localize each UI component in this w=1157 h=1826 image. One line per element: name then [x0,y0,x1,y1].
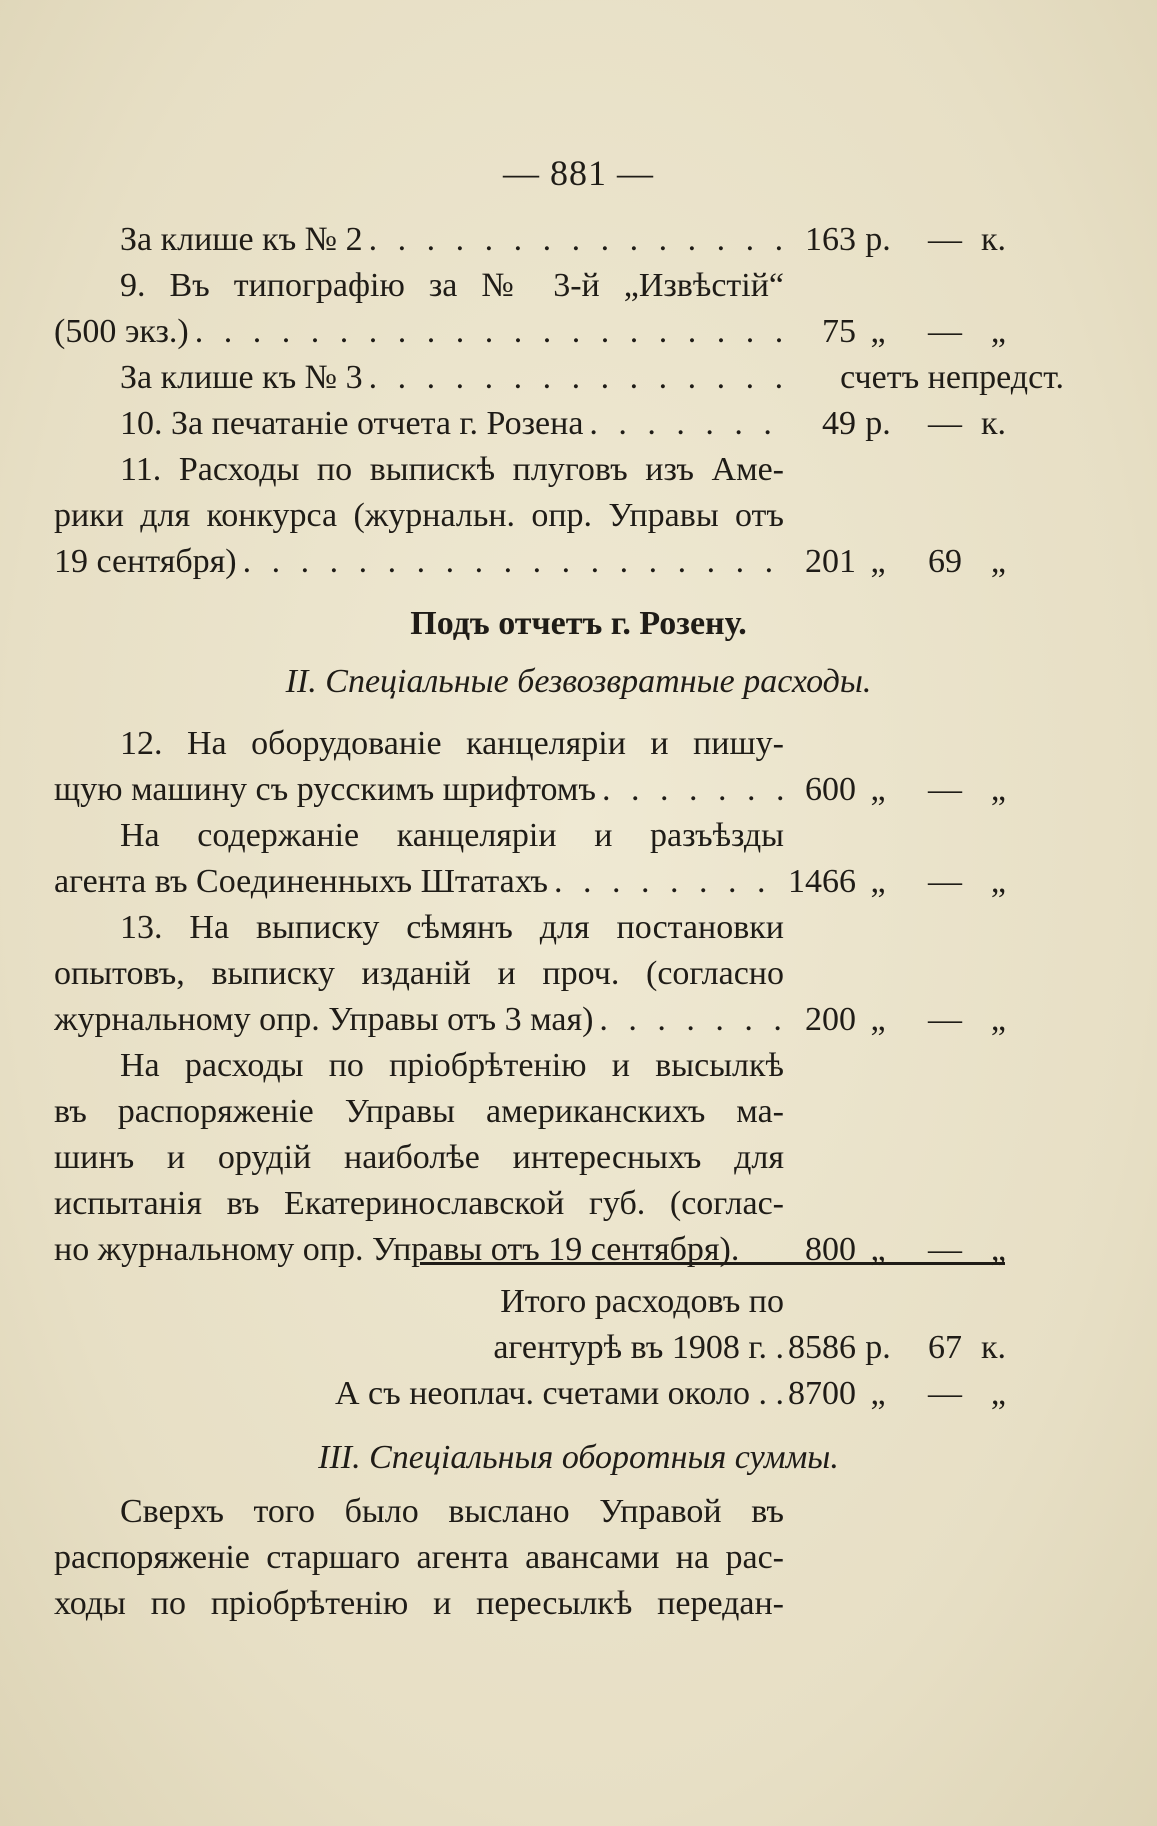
amount-column [784,1228,1006,1272]
text-line [54,860,1006,904]
line-text [54,1044,784,1088]
amount-rubles: 201 [805,543,856,580]
text-line [54,1182,1006,1226]
amount-rubles: 163 [805,221,856,258]
line-text-content: 9. Въ типографію за № 3-й „Извѣстій“ [120,267,784,304]
amount-kopecks: — [928,1231,962,1268]
amount-unit: „ [870,1375,886,1412]
amount-column [784,1536,1006,1580]
amount-kopecks: 67 [928,1329,962,1366]
text-line [54,814,1006,858]
text-line [54,540,1006,584]
amount-kopeck-unit: „ [990,771,1006,808]
line-text [54,1490,784,1534]
line-text [54,494,784,538]
amount-column [784,952,1006,996]
amount-rubles: 1466 [788,863,856,900]
line-text [54,1582,784,1626]
line-text [54,998,784,1042]
line-text-content: На расходы по пріобрѣтенію и высылкѣ [120,1047,784,1084]
amount-kopecks: — [928,771,962,808]
text-line [54,310,1006,354]
amount-kopeck-unit: „ [990,543,1006,580]
text-line [54,1536,1006,1580]
text-line [54,722,1006,766]
line-text-content: 13. На выписку сѣмянъ для постановки [120,909,784,946]
amount-column [784,1326,1006,1370]
amount-unit: „ [870,1001,886,1038]
amount-column [784,722,1006,766]
report-heading: Подъ отчетъ г. Розену. [410,605,747,642]
line-text [54,1182,784,1226]
line-text [54,310,784,354]
line-text-content: испытанія въ Екатеринославской губ. (соглас- [54,1185,784,1222]
line-text-content: А съ неоплач. счетами около . . [335,1375,784,1412]
amount-kopecks: — [928,863,962,900]
line-text [54,1536,784,1580]
amount-rubles: 8700 [788,1375,856,1412]
amount-kopecks: — [928,221,962,258]
amount-note: счетъ непредст. [840,359,1064,396]
amount-kopecks: — [928,405,962,442]
line-text-content: 19 сентября) [54,543,237,580]
line-text-content: Сверхъ того было выслано Управой въ [120,1493,784,1530]
line-text [54,356,804,400]
amount-column [784,1372,1006,1416]
text-line [54,1090,1006,1134]
amount-kopeck-unit: „ [990,1001,1006,1038]
amount-column [784,860,1006,904]
amount-column [784,1490,1006,1534]
dot-leader [363,356,804,400]
amount-kopeck-unit: к. [980,1329,1006,1366]
line-text-content: шинъ и орудій наиболѣе интересныхъ для [54,1139,784,1176]
amount-column [784,768,1006,812]
line-text-content: 11. Расходы по выпискѣ плуговъ изъ Аме- [120,451,784,488]
line-text [54,448,784,492]
amount-column [784,494,1006,538]
dot-leader [596,768,784,812]
line-text-content: журнальному опр. Управы отъ 3 мая) [54,1001,594,1038]
amount-column [784,448,1006,492]
text-line [54,402,1006,446]
section-heading-2: II. Спеціальные безвозвратные расходы. [285,663,872,700]
amount-column [784,540,1006,584]
amount-kopeck-unit: к. [980,221,1006,258]
dot-leader [583,402,784,446]
amount-unit: р. [865,221,891,258]
line-text [54,1372,784,1416]
amount-column [784,1090,1006,1134]
line-text-content: За клише къ № 2 [120,221,363,258]
text-line [54,1228,1006,1272]
line-text-content: опытовъ, выписку изданій и проч. (согласно [54,955,784,992]
line-text-content: (500 экз.) [54,313,189,350]
text-line [54,952,1006,996]
text-line [54,1044,1006,1088]
line-text-content: ходы по пріобрѣтенію и пересылкѣ передан- [54,1585,784,1622]
amount-column [784,1136,1006,1180]
line-text-content: щую машину съ русскимъ шрифтомъ [54,771,597,808]
amount-unit: „ [870,863,886,900]
amount-unit: „ [870,543,886,580]
text-line [54,356,1064,400]
amount-rubles: 8586 [788,1329,856,1366]
line-text-content: рики для конкурса (журнальн. опр. Управы отъ [54,497,784,534]
amount-column [784,1182,1006,1226]
text-line [54,494,1006,538]
line-text [54,722,784,766]
amount-kopeck-unit: к. [980,405,1006,442]
amount-unit: „ [870,1231,886,1268]
amount-column [784,1582,1006,1626]
amount-unit: р. [865,1329,891,1366]
amount-rubles: 200 [805,1001,856,1038]
line-text-content: 10. За печатаніе отчета г. Розена [120,405,584,442]
text-line [54,998,1006,1042]
line-text-content: 12. На оборудованіе канцеляріи и пишу- [120,725,784,762]
amount-rubles: 600 [805,771,856,808]
line-text [54,264,784,308]
dot-leader [237,540,784,584]
line-text [54,768,784,812]
line-text [54,1090,784,1134]
page-number: — 881 — [503,153,654,193]
dot-leader [593,998,784,1042]
amount-column [784,218,1006,262]
amount-kopeck-unit: „ [990,1375,1006,1412]
line-text-content: агентурѣ въ 1908 г. . [493,1329,784,1366]
line-text-content: На содержаніе канцеляріи и разъѣзды [120,817,784,854]
text-line [54,1280,1006,1324]
line-text [54,906,784,950]
text-line [54,218,1006,262]
amount-column [784,264,1006,308]
amount-kopecks: — [928,1001,962,1038]
text-line [54,264,1006,308]
line-text-content: За клише къ № 3 [120,359,363,396]
amount-column [784,906,1006,950]
text-line [54,1582,1006,1626]
line-text [54,1228,784,1272]
line-text [54,1280,784,1324]
text-line [54,1490,1006,1534]
line-text-content: но журнальному опр. Управы отъ 19 сентября). [54,1231,740,1268]
text-line [54,906,1006,950]
amount-rubles: 800 [805,1231,856,1268]
line-text-content: въ распоряженіе Управы американскихъ ма- [54,1093,784,1130]
amount-kopecks: — [928,313,962,350]
amount-rubles: 49 [822,405,856,442]
amount-column [784,310,1006,354]
line-text [54,952,784,996]
line-text-content: Итого расходовъ по [500,1283,784,1320]
amount-kopeck-unit: „ [990,313,1006,350]
line-text [54,402,784,446]
amount-kopeck-unit: „ [990,863,1006,900]
amount-kopecks: — [928,1375,962,1412]
amount-column [784,402,1006,446]
text-line [54,1372,1006,1416]
text-line [54,1136,1006,1180]
total-rule [420,1262,1005,1265]
section-heading-3: III. Спеціальныя оборотныя суммы. [318,1439,839,1476]
line-text [54,1326,784,1370]
dot-leader [189,310,784,354]
line-text [54,860,784,904]
amount-column [804,356,1064,400]
amount-kopecks: 69 [928,543,962,580]
amount-column [784,1044,1006,1088]
amount-column [784,1280,1006,1324]
text-line [54,448,1006,492]
text-line [54,768,1006,812]
dot-leader [363,218,784,262]
amount-column [784,998,1006,1042]
line-text-content: распоряженіе старшаго агента авансами на рас- [54,1539,784,1576]
amount-unit: р. [865,405,891,442]
line-text [54,814,784,858]
amount-unit: „ [870,313,886,350]
line-text [54,1136,784,1180]
amount-column [784,814,1006,858]
line-text-content: агента въ Соединенныхъ Штатахъ [54,863,548,900]
amount-rubles: 75 [822,313,856,350]
amount-unit: „ [870,771,886,808]
line-text [54,218,784,262]
dot-leader [548,860,784,904]
line-text [54,540,784,584]
amount-kopeck-unit: „ [990,1231,1006,1268]
text-line [54,1326,1006,1370]
